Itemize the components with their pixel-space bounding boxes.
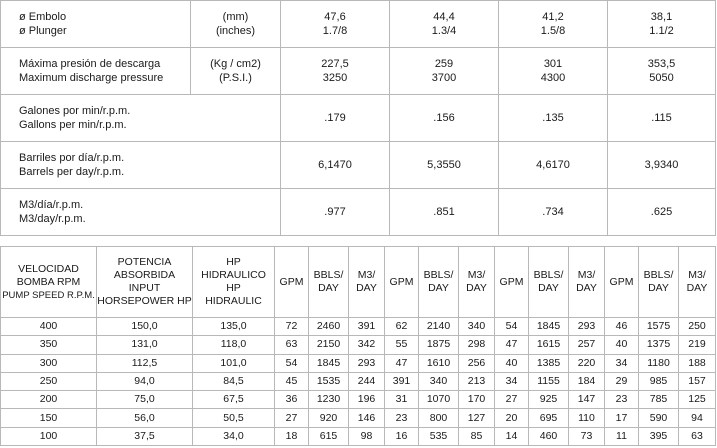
spec-value-line: 3,9340 [644,159,679,171]
header-line: M3/ [577,269,596,281]
performance-cell: 1070 [419,391,459,409]
spec-value-line: .625 [650,206,673,218]
performance-cell: 67,5 [193,391,275,409]
performance-cell: 342 [349,336,385,354]
spec-row [1,48,716,95]
header-line: BBLS/ [533,269,564,281]
performance-cell: 2150 [309,336,349,354]
performance-cell: 257 [569,336,605,354]
spec-value [499,142,608,189]
spec-label-line: Máxima presión de descarga [19,58,161,70]
performance-cell: 1575 [639,318,679,336]
header-line: HIDRAULIC [205,295,262,307]
performance-cell: 112,5 [97,354,193,372]
performance-cell: 147 [569,391,605,409]
performance-cell: 244 [349,372,385,390]
performance-cell: 615 [309,427,349,445]
performance-cell: 800 [419,409,459,427]
performance-cell: 184 [569,372,605,390]
performance-cell: 40 [605,336,639,354]
performance-cell: 2460 [309,318,349,336]
performance-cell: 170 [459,391,495,409]
performance-cell: 54 [275,354,309,372]
spec-label-line: Maximum discharge pressure [19,72,164,84]
spec-value-line: 41,2 [542,11,564,23]
performance-cell: 391 [349,318,385,336]
performance-cell: 14 [495,427,529,445]
performance-cell: 27 [275,409,309,427]
header-gpm: GPM [495,247,529,318]
performance-cell: 125 [679,391,716,409]
performance-row [1,372,716,390]
spec-label-line: ø Embolo [19,11,67,23]
performance-row [1,427,716,445]
spec-value-line: 5,3550 [427,159,461,171]
header-line: DAY [428,282,449,294]
spec-value-line: 38,1 [650,11,673,23]
spec-value-line: 1.5/8 [540,25,566,37]
header-gpm: GPM [385,247,419,318]
performance-cell: 293 [349,354,385,372]
performance-cell: 29 [605,372,639,390]
performance-cell: 94,0 [97,372,193,390]
spec-row [1,189,716,236]
spec-value-line: 301 [543,58,563,70]
performance-cell: 460 [529,427,569,445]
performance-cell: 1230 [309,391,349,409]
performance-cell: 340 [419,372,459,390]
performance-cell: 17 [605,409,639,427]
performance-cell: 72 [275,318,309,336]
spec-unit-line: (inches) [215,25,256,37]
spec-label-line: Gallons per min/r.p.m. [19,119,127,131]
header-m3-day [569,247,605,318]
performance-cell: 47 [385,354,419,372]
spec-value [499,189,608,236]
performance-cell: 220 [569,354,605,372]
performance-cell: 47 [495,336,529,354]
performance-row [1,318,716,336]
header-line: BBLS/ [643,269,674,281]
performance-cell: 250 [1,372,97,390]
performance-cell: 1180 [639,354,679,372]
header-line: DAY [576,282,597,294]
header-gpm: GPM [605,247,639,318]
spec-value-line: 1.1/2 [649,25,674,37]
spec-value-line: 6,1470 [318,159,352,171]
header-line: INPUT [128,282,161,294]
spec-value-line: .135 [542,112,564,124]
performance-row [1,409,716,427]
performance-cell: 50,5 [193,409,275,427]
spec-value [281,142,390,189]
spec-value [608,142,716,189]
spec-unit-line: (mm) [222,11,249,23]
spec-value [499,95,608,142]
spec-value-line: 1.7/8 [322,25,348,37]
performance-cell: 340 [459,318,495,336]
spec-value-line: 227,5 [321,58,349,70]
performance-cell: 31 [385,391,419,409]
performance-cell: 150,0 [97,318,193,336]
performance-cell: 213 [459,372,495,390]
performance-cell: 1615 [529,336,569,354]
performance-cell: 110 [569,409,605,427]
header-line: HP [226,256,241,268]
header-line: ABSORBIDA [113,269,176,281]
performance-cell: 46 [605,318,639,336]
performance-cell: 63 [679,427,716,445]
spec-value [608,48,716,95]
spec-value-line: 5050 [649,72,674,84]
spec-label [1,189,281,236]
spec-row [1,95,716,142]
header-line: DAY [356,282,377,294]
header-line: M3/ [357,269,376,281]
spec-value-line: .734 [542,206,564,218]
performance-cell: 18 [275,427,309,445]
spec-value-line: .851 [433,206,455,218]
performance-cell: 45 [275,372,309,390]
header-line: BBLS/ [423,269,454,281]
performance-cell: 1845 [309,354,349,372]
header-line: HIDRAULICO [201,269,266,281]
performance-cell: 395 [639,427,679,445]
spec-value [499,1,608,48]
header-line: PUMP SPEED R.P.M. [2,289,95,301]
performance-cell: 54 [495,318,529,336]
performance-cell: 75,0 [97,391,193,409]
performance-cell: 55 [385,336,419,354]
performance-cell: 23 [605,391,639,409]
performance-cell: 100 [1,427,97,445]
spec-unit-line: (P.S.I.) [219,72,252,84]
performance-cell: 400 [1,318,97,336]
spec-unit [191,48,281,95]
performance-cell: 300 [1,354,97,372]
spec-label [1,95,281,142]
performance-table [0,246,716,446]
performance-cell: 1875 [419,336,459,354]
spec-value [608,189,716,236]
performance-cell: 985 [639,372,679,390]
performance-cell: 98 [349,427,385,445]
performance-cell: 73 [569,427,605,445]
performance-cell: 1845 [529,318,569,336]
performance-cell: 920 [309,409,349,427]
spec-unit-line: (Kg / cm2) [210,58,261,70]
spec-label-line: M3/day/r.p.m. [19,213,86,225]
spec-label [1,1,191,48]
performance-cell: 36 [275,391,309,409]
performance-cell: 150 [1,409,97,427]
performance-cell: 785 [639,391,679,409]
performance-header-row [1,247,716,318]
performance-row [1,336,716,354]
spec-unit [191,1,281,48]
performance-cell: 34 [495,372,529,390]
performance-cell: 11 [605,427,639,445]
performance-cell: 1375 [639,336,679,354]
header-hydraulic-hp [193,247,275,318]
spec-value-line: 4300 [540,72,566,84]
performance-cell: 85 [459,427,495,445]
spec-value [390,1,499,48]
performance-cell: 293 [569,318,605,336]
performance-cell: 27 [495,391,529,409]
performance-cell: 535 [419,427,459,445]
header-input-power [97,247,193,318]
performance-cell: 37,5 [97,427,193,445]
performance-cell: 188 [679,354,716,372]
spec-value-line: .179 [324,112,346,124]
header-line: DAY [648,282,669,294]
spec-value [281,189,390,236]
spec-value-line: 353,5 [647,58,676,70]
spec-value [281,1,390,48]
header-line: VELOCIDAD [18,262,79,275]
header-line: BOMBA RPM [16,275,81,288]
performance-cell: 157 [679,372,716,390]
performance-cell: 695 [529,409,569,427]
spec-value [281,48,390,95]
performance-cell: 63 [275,336,309,354]
header-line: BBLS/ [313,269,344,281]
performance-cell: 200 [1,391,97,409]
spec-label-line: Barrels per day/r.p.m. [19,166,125,178]
spec-label-line: ø Plunger [19,25,67,37]
performance-cell: 135,0 [193,318,275,336]
spec-value [390,142,499,189]
spec-label [1,142,281,189]
performance-cell: 101,0 [193,354,275,372]
spec-value-line: .156 [433,112,455,124]
header-m3-day [349,247,385,318]
header-bbls-day [419,247,459,318]
header-m3-day [459,247,495,318]
performance-cell: 34 [605,354,639,372]
header-line: DAY [466,282,487,294]
performance-cell: 62 [385,318,419,336]
header-bbls-day [529,247,569,318]
performance-cell: 196 [349,391,385,409]
performance-cell: 391 [385,372,419,390]
performance-cell: 146 [349,409,385,427]
performance-cell: 1155 [529,372,569,390]
header-bbls-day [639,247,679,318]
header-line: M3/ [688,269,706,281]
performance-cell: 1535 [309,372,349,390]
performance-cell: 219 [679,336,716,354]
performance-cell: 925 [529,391,569,409]
header-line: HP [226,282,241,294]
performance-cell: 2140 [419,318,459,336]
performance-cell: 40 [495,354,529,372]
performance-cell: 94 [679,409,716,427]
spec-label-line: Barriles por día/r.p.m. [19,152,125,164]
spec-label [1,48,191,95]
header-m3-day [679,247,716,318]
performance-row [1,354,716,372]
spec-value-line: 3250 [322,72,348,84]
spec-row [1,1,716,48]
header-line: HORSEPOWER HP [97,295,192,307]
performance-cell: 84,5 [193,372,275,390]
header-gpm: GPM [275,247,309,318]
performance-cell: 16 [385,427,419,445]
spec-value-line: 47,6 [324,11,346,23]
performance-cell: 250 [679,318,716,336]
spec-value-line: 3700 [431,72,457,84]
performance-cell: 298 [459,336,495,354]
performance-cell: 256 [459,354,495,372]
spec-value-line: .115 [651,112,672,124]
spec-value-line: 259 [434,58,454,70]
performance-row [1,391,716,409]
performance-cell: 131,0 [97,336,193,354]
header-bbls-day [309,247,349,318]
performance-cell: 34,0 [193,427,275,445]
spec-value-line: .977 [324,206,346,218]
header-line: DAY [686,282,708,294]
spec-value [499,48,608,95]
spec-value [390,95,499,142]
header-line: DAY [318,282,339,294]
performance-cell: 590 [639,409,679,427]
spec-value-line: 1.3/4 [431,25,457,37]
performance-cell: 350 [1,336,97,354]
spec-value-line: 4,6170 [536,159,570,171]
spec-value [390,189,499,236]
performance-cell: 118,0 [193,336,275,354]
performance-cell: 127 [459,409,495,427]
performance-cell: 23 [385,409,419,427]
performance-cell: 20 [495,409,529,427]
spec-value [281,95,390,142]
spec-row [1,142,716,189]
spec-value-line: 44,4 [433,11,455,23]
header-pump-speed [1,247,97,318]
performance-cell: 1610 [419,354,459,372]
spec-value [608,1,716,48]
performance-cell: 56,0 [97,409,193,427]
header-line: POTENCIA [117,256,172,268]
spec-value [390,48,499,95]
spec-label-line: Galones por min/r.p.m. [19,105,131,117]
header-line: DAY [538,282,559,294]
spec-label-line: M3/día/r.p.m. [19,199,84,211]
performance-cell: 1385 [529,354,569,372]
header-line: M3/ [467,269,486,281]
spec-value [608,95,716,142]
